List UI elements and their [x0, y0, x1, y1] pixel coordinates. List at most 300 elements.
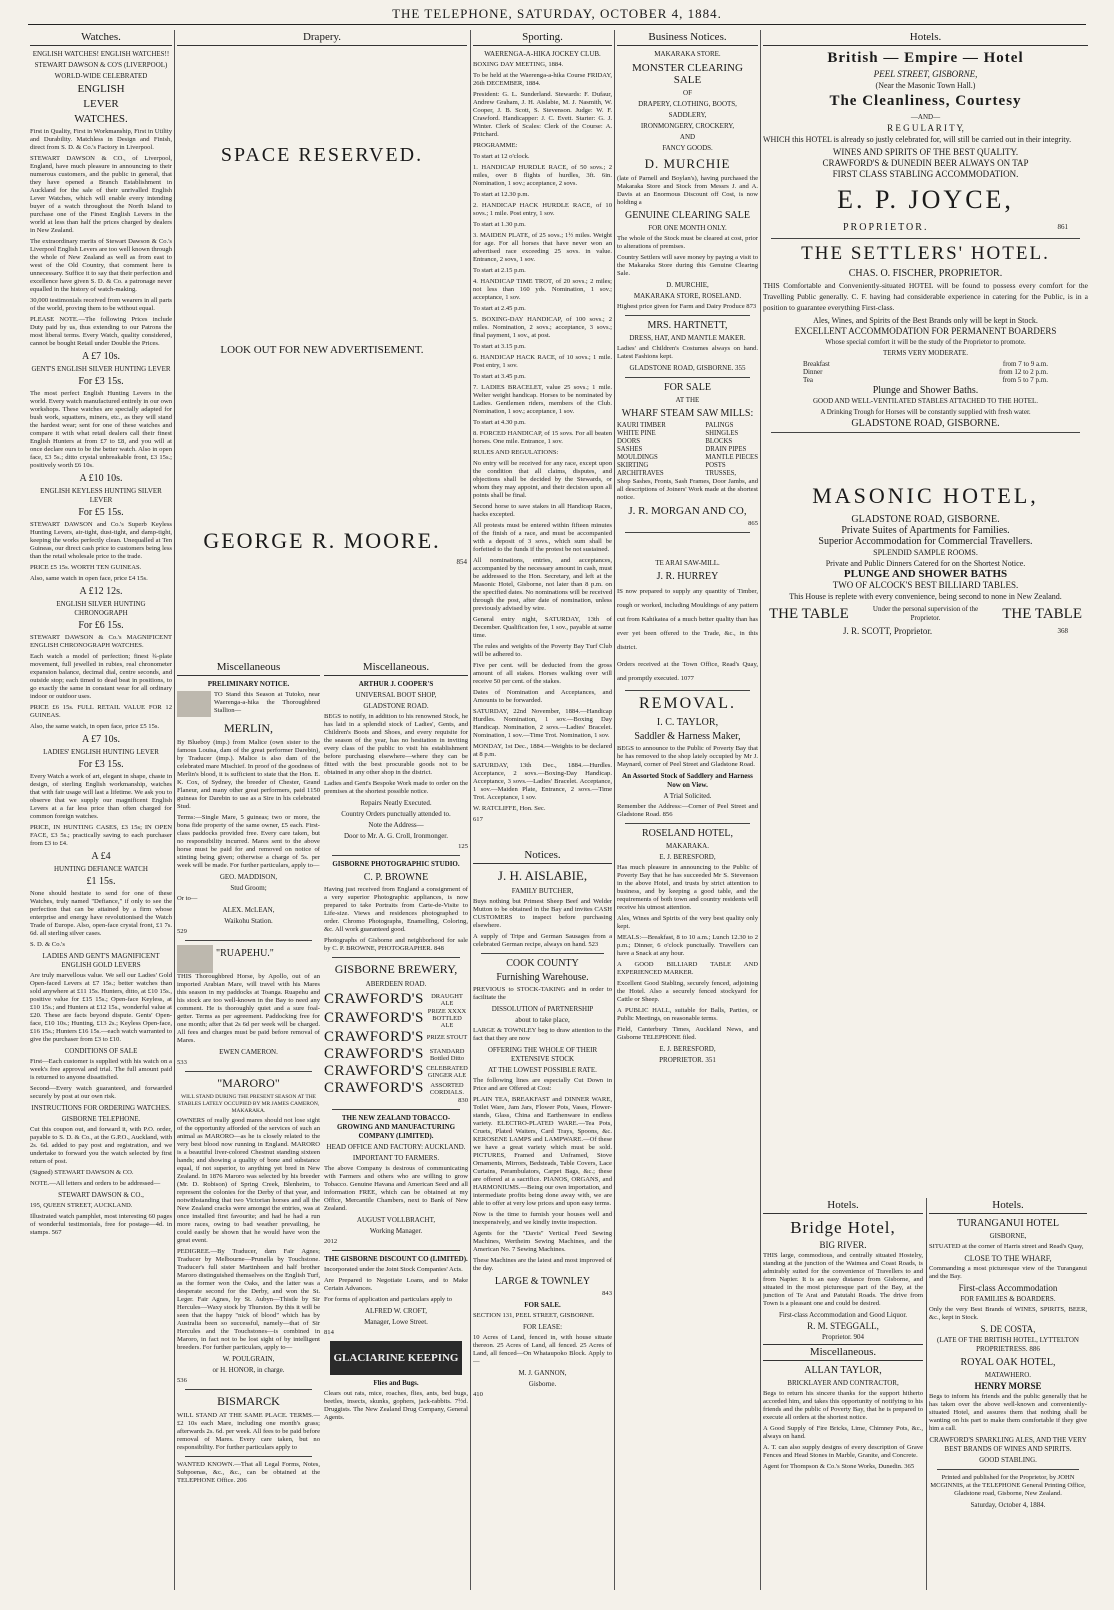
photo-studio: GISBORNE PHOTOGRAPHIC STUDIO. [332, 860, 460, 868]
croft: ALFRED W. CROFT, [364, 1307, 428, 1315]
good-stables: GOOD AND WELL-VENTILATED STABLES ATTACHED TO THE HOTEL. [812, 397, 1039, 405]
hotels-column [763, 30, 1088, 1195]
flies-title: Flies and Bugs. [373, 1379, 419, 1387]
watches-line: WORLD-WIDE CELEBRATED [54, 72, 148, 80]
aislabie-title: J. H. AISLABIE, [497, 868, 588, 883]
misc1-ref3: 536 [177, 1377, 187, 1384]
misc2-ref3: 2012 [324, 1238, 338, 1245]
aberdeen-road: ABERDEEN ROAD. [365, 980, 427, 988]
meal-row [803, 360, 1048, 368]
crawfords-product: ASSORTED CORDIALS. [429, 1081, 465, 1096]
maroro-pedigree: PEDIGREE.—By Traducer, dam Fair Agnes; Traducer by Melbourne—Prunella by Touchstone. Traducer's full sister Martinheen and half brother Maroro distinguished themselves on the English Turf, as the former won the Oaks, and the latter was a desperate second for the Derby, and won the St. Leger. Fair Agnes, by St. Aubyn—Thistle by Sir Hercules—Waxy stock by Thurston. By this it will be seen that the happy "nick of blood" which has by Australia been so successful, namely—that of Sir Hercules and the Touchstones—is combined in Maroro, in fact not to be lost sight of by intelligent breeders. For further particulars, apply to— [177, 1248, 320, 1351]
brewery-title: GISBORNE BREWERY, [334, 962, 458, 976]
sporting-line: The rules and weights of the Poverty Bay Turf Club will be adhered to. [473, 643, 612, 658]
sporting-line: 3. MAIDEN PLATE, of 25 sovs.; 1½ miles. Weight for age. For all horses that have never won an advertised race exceeding 25 sovs. in value. Entrance, 2 sovs, 1 sov. [473, 232, 612, 263]
timber-item: MOULDINGS [617, 454, 658, 461]
hotels2-column [763, 1198, 923, 1578]
excellent-accommodation: EXCELLENT ACCOMMODATION FOR PERMANENT BOARDERS [794, 326, 1057, 336]
discount-title: THE GISBORNE DISCOUNT CO (LIMITED). [324, 1255, 468, 1263]
separator [625, 377, 750, 378]
photo-text2: Photographs of Gisborne and neighborhood for sale by C. P. BROWNE, PHOTOGRAPHER. 848 [324, 937, 468, 952]
gannon: M. J. GANNON, [518, 1369, 567, 1377]
grave-fences: A. T. can also supply designs of every description of Grave Fences and Head Stones in Marble, Granite, and Concrete. [763, 1444, 923, 1459]
separator [185, 1389, 312, 1390]
matawhero: MATAWHERO. [984, 1371, 1032, 1379]
sporting-line: To start at 2.15 p.m. [473, 267, 526, 274]
joyce: E. P. JOYCE, [837, 185, 1014, 214]
commanding: Commanding a most picturesque view of the Turanganui and the Bay. [929, 1265, 1087, 1280]
separator [481, 953, 604, 954]
late-british: (LATE OF THE BRITISH HOTEL, LYTTELTON PROPRIETRESS. 886 [937, 1336, 1079, 1353]
sporting-line: RULES AND REGULATIONS: [473, 449, 559, 456]
separator [771, 432, 1080, 433]
timber-item: MANTLE PIECES [705, 454, 758, 461]
bridge-text: THIS large, commodious, and centrally situated Hostelry, standing at the junction of the Waimea and Coast Roads, is admirably suited for the convenience of Travellers to and from Napier. It is an easy distance from Gisborne, and situated in the most picturesque part of the Bay, at the junction of Te Arai and Patutahi Roads. The drive from Town is a pleasant one and could be desired. [763, 1252, 923, 1307]
crawfords-name: CRAWFORD'S [324, 1080, 424, 1096]
misc2-header: Miscellaneous. [324, 660, 468, 676]
situated: SITUATED at the corner of Harris street and Read's Quay, [929, 1243, 1084, 1250]
separator [625, 823, 750, 824]
bricklayer: BRICKLAYER AND CONTRACTOR, [787, 1379, 899, 1387]
sporting-line: To start at 1.30 p.m. [473, 221, 526, 228]
note-address: Note the Address— [368, 821, 424, 829]
genuine-clearing: GENUINE CLEARING SALE [625, 210, 750, 221]
whose-comfort: Whose special comfort it will be the study of the Proprietor to promote. [825, 338, 1026, 346]
vollbracht: AUGUST VOLLBRACHT, [356, 1216, 436, 1224]
watches-line: STEWART DAWSON & CO., of Liverpool, England, have much pleasure in announcing to their numerous customers, and the public in general, that they have opened a Branch Establishment in Auckland for the sale of their unrivalled English Lever Watches, which will enable every intending buyer of a watch throughout the North Island to purchase one of the Finest English Levers in the world at less than half the prices charged by dealers in New Zealand. [30, 155, 172, 234]
murchie-text: (late of Parnell and Boylan's), having purchased the Makaraka Store and Stock from Messrs J. and A. Davis at an Enormous Discount off Cost, is now holding a [617, 175, 758, 206]
wharf-mills: WHARF STEAM SAW MILLS: [621, 408, 754, 419]
sporting-column [473, 30, 612, 845]
sporting-body [473, 50, 612, 824]
watches-line: A £7 10s. [81, 351, 121, 362]
watches-column [30, 30, 172, 1600]
misc2-ref2: 830 [458, 1097, 468, 1104]
column-rule [174, 30, 175, 1590]
or-to: Or to— [177, 895, 198, 902]
watches-line: Also, same watch in open face, price £4 15s. [30, 575, 148, 582]
notices-ref2: 410 [473, 1391, 483, 1398]
crawfords-product: DRAUGHT ALE [431, 992, 463, 1007]
table-left: THE TABLE [769, 605, 849, 622]
timber-right [705, 422, 758, 478]
hartnett: MRS. HARTNETT, [647, 320, 728, 331]
timber-item: DOORS [617, 438, 641, 445]
large-townley-intro: LARGE & TOWNLEY beg to draw attention to the fact that they are now [473, 1027, 612, 1042]
hurrey: J. R. HURREY [656, 571, 719, 582]
ruapehu-title: "RUAPEHU." [216, 948, 274, 959]
sporting-line: To be held at the Waerenga-a-hika Course FRIDAY, 26th DECEMBER, 1884. [473, 72, 612, 87]
bridge-hotel: Bridge Hotel, [790, 1218, 896, 1237]
de-costa: S. DE COSTA, [980, 1324, 1036, 1334]
bismarck-title: BISMARCK [217, 1394, 280, 1408]
separator [185, 1456, 312, 1457]
photo-text: Having just received from England a consignment of a very superior Photographic appliances, is now prepared to take Portraits from Carte-de-Visite to Life-size. Views and residences photographed to order. Chromo Photographs, Enamelling, Coloring, &c. All work guaranteed good. [324, 886, 468, 933]
crawfords-row [324, 991, 468, 1008]
misc1-column [177, 660, 320, 1580]
print-date: Saturday, October 4, 1884. [970, 1501, 1046, 1509]
royal-oak: ROYAL OAK HOTEL, [960, 1357, 1056, 1368]
sporting-line: 8. FORCED HANDICAP, of 15 sovs. For all beaten horses. One mile. Entrance, 1 sov. [473, 430, 612, 445]
peel-street: PEEL STREET, GISBORNE, [873, 69, 978, 79]
goods-list [617, 100, 758, 153]
flies-text: Clears out rats, mice, roaches, flies, ants, bed bugs, beetles, insects, skunks, gophers, jack-rabbits. 7½d. Druggists. The New Zealand Drug Company, General Agents. [324, 1390, 468, 1421]
sporting-line: BOXING DAY MEETING, 1884. [473, 61, 564, 68]
good-stabling: GOOD STABLING. [979, 1456, 1037, 1464]
sporting-line: To start at 12 o'clock. [473, 153, 530, 160]
timber-item: WHITE PINE [617, 430, 656, 437]
table-right: THE TABLE [1002, 605, 1082, 622]
browne: C. P. BROWNE [363, 872, 429, 883]
watches-line: For £3 15s. [78, 376, 124, 387]
sporting-line: To start at 3.15 p.m. [473, 343, 526, 350]
watches-line: ENGLISH WATCHES! ENGLISH WATCHES!! [32, 50, 170, 58]
honors: or H. HONOR, in charge. [212, 1366, 285, 1374]
hotels3-header: Hotels. [929, 1198, 1087, 1214]
cooper-text2: Ladies and Gent's Bespoke Work made to order on the premises at the shortest possible notice. [324, 780, 468, 795]
timber-item: BLOCKS [705, 438, 733, 445]
saddler: Saddler & Harness Maker, [634, 731, 741, 742]
offering: OFFERING THE WHOLE OF THEIR EXTENSIVE STOCK [487, 1046, 598, 1063]
drapery-column [177, 30, 467, 645]
highest-price: Highest price given for Farm and Dairy Produce 873 [617, 303, 757, 310]
meal-time: from 5 to 7 p.m. [1002, 376, 1048, 384]
sporting-line: 2. HANDICAP HACK HURDLE RACE, of 10 sovs.; 1 mile. Post entry, 1 sov. [473, 202, 612, 217]
wanted-known: WANTED KNOWN.—That all Legal Forms, Notes, Subpoenas, &c., &c., can be obtained at the TELEPHONE Office. 206 [177, 1461, 320, 1484]
sporting-line: 617 [473, 816, 483, 823]
aislabie-text: Buys nothing but Primest Sheep Beef and Welder Mutton to be obtained in the Bay and invites CASH CUSTOMERS to inspect before purchasing elsewhere. [473, 898, 612, 929]
horse-illustration [177, 945, 213, 973]
scott: J. R. SCOTT, Proprietor. [843, 626, 933, 636]
crawfords-name: CRAWFORD'S [324, 1063, 424, 1079]
monster-sale: MONSTER CLEARING SALE [632, 62, 743, 86]
meal-row [803, 368, 1048, 376]
whole-stock: The whole of the Stock must be cleared at cost, prior to alterations of premises. [617, 235, 758, 250]
settlers-address: GLADSTONE ROAD, GISBORNE. [851, 418, 1000, 429]
watches-line: ENGLISH SILVER HUNTING CHRONOGRAPH [56, 600, 146, 617]
stud-groom: Stud Groom; [230, 884, 267, 892]
watches-line: S. D. & Co.'s [30, 941, 65, 948]
and-label: —AND— [910, 113, 941, 121]
crawfords-row [324, 1046, 468, 1063]
crawfords-name: CRAWFORD'S [324, 991, 424, 1007]
plunge-shower: PLUNGE AND SHOWER BATHS [843, 568, 1008, 580]
at-the: AT THE [675, 396, 700, 404]
notices-ref: 843 [602, 1290, 612, 1297]
drapery-header: Drapery. [177, 30, 467, 46]
watches-line: LADIES' ENGLISH HUNTING LEVER [43, 748, 159, 756]
makaraka-store: MAKARAKA STORE. [654, 50, 721, 58]
near-masonic: (Near the Masonic Town Hall.) [875, 81, 976, 90]
tobacco-text: The above Company is desirous of communicating with Farmers and others who are willing to grow Tobacco. Genuine Havana and American Seed and all information FREE, which can be obtained at my Office, Mercantile Chambers, next to Bank of New Zealand. [324, 1165, 468, 1212]
forms: For forms of application and particulars apply to [324, 1296, 452, 1303]
head-office: HEAD OFFICE AND FACTORY: AUCKLAND. [326, 1143, 466, 1151]
crawfords-product: STANDARD Bottled Ditto [429, 1047, 465, 1062]
now-furnish: Now is the time to furnish your houses well and inexpensively, and we kindly invite inspection. [473, 1211, 612, 1226]
column-rule [760, 30, 761, 1590]
sporting-line: All nominations, entries, and acceptances, accompanied by the necessary amount in cash, must be addressed to the Hon. Secretary, and left at the Masonic Hotel, Gisborne, not later than 8 p.m. on the specified dates. No nominations will be received through the post, after date of nomination, unless previously advised by wire. [473, 557, 612, 612]
section: SECTION 131, PEEL STREET, GISBORNE. [473, 1312, 595, 1319]
watches-body [30, 50, 172, 1237]
working-manager: Working Manager. [369, 1227, 423, 1235]
country-orders: Country Orders punctually attended to. [341, 810, 451, 818]
gannon-gisborne: Gisborne. [528, 1380, 557, 1388]
goods-item: SADDLERY, [668, 111, 707, 119]
watches-line: Also, the same watch, in open face, price £5 15s. [30, 723, 160, 730]
sporting-line: Dates of Nomination and Acceptances, and Amounts to be forwarded. [473, 689, 612, 704]
watches-line: NOTE.—All letters and orders to be addressed— [30, 1180, 161, 1187]
misc-header: Miscellaneous. [763, 1344, 923, 1361]
allan-text: Begs to return his sincere thanks for the support hitherto accorded him, and takes this opportunity of notifying to his friends and the public of Poverty Bay, that he is prepared to execute all orders at the shortest notice. [763, 1390, 923, 1421]
timber-item: ARCHITRAVES [617, 470, 664, 477]
mclean: ALEX. McLEAN, [222, 906, 275, 914]
first-class-liquor: First-class Accommodation and Good Liquor. [778, 1311, 908, 1319]
merlin-title: MERLIN, [224, 721, 273, 735]
watches-line: STEWART DAWSON & Co.'s MAGNIFICENT ENGLISH CHRONOGRAPH WATCHES. [30, 634, 172, 649]
lowe-street: Manager, Lowe Street. [364, 1318, 428, 1326]
turanganui: TURANGANUI HOTEL [957, 1218, 1059, 1229]
hartnett-address: GLADSTONE ROAD, GISBORNE. 355 [629, 364, 746, 372]
sporting-line: General entry night, SATURDAY, 13th of December. Qualification fee, 1 sov., payable at same time. [473, 616, 612, 639]
sample-rooms: SPLENDID SAMPLE ROOMS. [873, 548, 978, 557]
watches-line: HUNTING DEFIANCE WATCH [54, 865, 148, 873]
remember-address: Remember the Address:—Corner of Peel Street and Gladstone Road. 856 [617, 803, 758, 818]
sporting-line: SATURDAY, 22nd November, 1884.—Handicap Hurdles. Nomination, 1 sov.—Boxing Day Handicap. Nomination, 2 sovs.—Ladies' Bracelet. Nomination, 1 sov.—Time Trot. Nomination, 1 sov. [473, 708, 612, 739]
misc1-ref1: 529 [177, 928, 187, 935]
private-suites: Private Suites of Apartments for Families. [841, 525, 1010, 536]
proprietor: PROPRIETOR. 351 [659, 1056, 716, 1064]
separator [332, 855, 460, 856]
for-lease: FOR LEASE: [522, 1323, 563, 1331]
sporting-line: All protests must be entered within fifteen minutes of the finish of a race, and must be accompanied with a deposit of 3 sovs., which sum shall be forfeited to the funds if the protest be not sustained. [473, 522, 612, 553]
watches-line: CONDITIONS OF SALE [64, 1047, 138, 1055]
ruapehu-text: THIS Thoroughbred Horse, by Apollo, out of an imported Arabian Mare, will travel with his Mares this season in my paddocks at Toanga. Ruapehu and his stock are too well-known in the Bay to need any comment. He is thoroughly quiet and a sure foal-getter. Terms as per agreement. Paddocking free for one month; after that 2s 6d per week will be charged. All fees and charges must be paid before removal of Mares. [177, 973, 320, 1044]
timber-item: PALINGS [705, 422, 734, 429]
hurrey-text: IS now prepared to supply any quantity of Timber, rough or worked, including Mouldings of any pattern cut from Kahikatea of a much better quality than has ever yet been offered to the Trade, &c., in this district. [617, 588, 758, 651]
ewen-cameron: EWEN CAMERON. [219, 1048, 278, 1056]
country-settlers: Country Settlers will save money by paying a visit to the Makaraka Store during this Genuine Clearing Sale. [617, 254, 758, 277]
watches-line: 195, QUEEN STREET, AUCKLAND. [30, 1202, 133, 1209]
crawfords-product: PRIZE STOUT [426, 1034, 468, 1041]
misc1-header: Miscellaneous [177, 660, 320, 676]
sporting-line: SATURDAY, 13th Dec., 1884.—Hurdles. Acceptance, 2 sovs.—Boxing-Day Handicap. Acceptance, 3 sovs.—Ladies' Bracelet. Acceptance, 1 sov.—Maiden Plate, Entrance, 2 sovs.—Time Trot. Acceptance, 1 sov. [473, 762, 612, 801]
family-butcher: FAMILY BUTCHER, [511, 887, 574, 895]
watches-line: Illustrated watch pamphlet, most interesting 60 pages of wonderful testimonials, free for postage—4d. in stamps. 567 [30, 1213, 172, 1236]
fischer: CHAS. O. FISCHER, PROPRIETOR. [848, 268, 1003, 279]
watches-line: INSTRUCTIONS FOR ORDERING WATCHES. [31, 1104, 171, 1112]
sporting-line: To start at 2.45 p.m. [473, 305, 526, 312]
trial: A Trial Solicited. [663, 792, 712, 800]
bismarck-text: WILL STAND AT THE SAME PLACE. TERMS.—£2 10s each Mare, including one month's grass; afterwards 2s. 6d. per week. All fees to be paid before removal of Mares. Every care taken, but no responsibility. For further particulars apply to [177, 1412, 320, 1451]
close-wharf: CLOSE TO THE WHARF, [964, 1254, 1052, 1263]
meal-row [803, 376, 1048, 384]
incorporated: Incorporated under the Joint Stock Companies' Acts. [324, 1266, 463, 1273]
sporting-line: No entry will be received for any race, except upon the condition that all claims, disputes, and objections shall be decided by the Stewards, or whom they may appoint, and their decision upon all points shall be final. [473, 460, 612, 499]
one-month: FOR ONE MONTH ONLY. [648, 224, 727, 232]
negotiate: Are Prepared to Negotiate Loans, and to Make Certain Advances. [324, 1277, 468, 1292]
look-out-notice: LOOK OUT FOR NEW ADVERTISEMENT. [220, 344, 424, 356]
sporting-line: 5. BOXING-DAY HANDICAP, of 100 sovs.; 2 miles. Nomination, 2 sovs.; acceptance, 3 sovs.; final payment, 1 sov., at post. [473, 316, 612, 339]
timber-item: SKIRTING [617, 462, 649, 469]
cooper-text: BEGS to notify, in addition to his renowned Stock, he has laid in a splendid stock of Ladies', Gents, and Children's Boots and Shoes, and every requisite for the season of the year, has no hesitation in inviting every class of the public to visit his establishment before purchasing elsewhere—where they can be fitted with the best procurable goods not to be obtained in any other shop in the district. [324, 713, 468, 776]
beresford-text: Has much pleasure in announcing to the Public of Poverty Bay that he has succeeded Mr S. Stevenson in the above Hotel, and trusts by strict attention to business, and by keeping a good table, and the requirements of both town and country residents will receive his utmost attention. [617, 864, 758, 911]
furnishing-warehouse: Furnishing Warehouse. [496, 972, 589, 983]
terms-moderate: TERMS VERY MODERATE. [883, 349, 968, 357]
lowest-rate: AT THE LOWEST POSSIBLE RATE. [488, 1066, 597, 1074]
commercial-travellers: Superior Accommodation for Commercial Travellers. [818, 536, 1033, 547]
hotels2-header: Hotels. [763, 1198, 923, 1214]
watches-line: £1 15s. [86, 876, 116, 887]
watches-line: PRICE, IN HUNTING CASES, £3 15s; IN OPEN FACE, £3 5s.; practically saving to each purchaser from £3 to £4. [30, 824, 172, 847]
crawfords-row [324, 1080, 468, 1097]
replete: This House is replete with every convenience, being second to none in New Zealand. [789, 592, 1062, 601]
scott-ref: 368 [1057, 627, 1068, 635]
watches-line: A £7 10s. [81, 734, 121, 745]
taylor: I. C. TAYLOR, [656, 717, 719, 728]
timber-item: SASHES [617, 446, 643, 453]
watches-line: For £6 15s. [78, 620, 124, 631]
first-class-stabling: FIRST CLASS STABLING ACCOMMODATION. [832, 169, 1019, 179]
allan-taylor: ALLAN TAYLOR, [804, 1365, 882, 1376]
big-river: BIG RIVER. [819, 1240, 867, 1250]
sporting-line: W. RATCLIFFE, Hon. Sec. [473, 805, 546, 812]
for-sale: FOR SALE [664, 382, 711, 393]
meals: MEALS:—Breakfast, 8 to 10 a.m.; Lunch 12.30 to 2 p.m.; Dinner, 6 o'clock punctually. Travellers can have a Snack at any hour. [617, 934, 758, 957]
timber-item: SHINGLES [705, 430, 739, 437]
separator [771, 238, 1080, 239]
taylor-text: BEGS to announce to the Public of Poverty Bay that he has removed to the shop lately occupied by Mr J. Maynard, corner of Peel Street and Gladstone Road. [617, 745, 758, 768]
separator [185, 940, 312, 941]
watches-line: GENT'S ENGLISH SILVER HUNTING LEVER [31, 365, 171, 373]
steggall-prop: Proprietor. 904 [822, 1333, 864, 1341]
repairs: Repairs Neatly Executed. [360, 799, 432, 807]
watches-line: First—Each customer is supplied with his watch on a week's free approval and trial. The full amount paid is returned to anyone dissatisfied. [30, 1058, 172, 1081]
separator [332, 1109, 460, 1110]
watches-line: Every Watch a work of art, elegant in shape, chaste in design, of sterling English workmanship, watches that with fair usage will last a lifetime. We ask you to observe that we supply our magnificent English Levers at a far less price than often charged for common foreign watches. [30, 773, 172, 820]
crawfords-name: CRAWFORD'S [324, 1046, 424, 1062]
crawfords-list [324, 991, 468, 1097]
watches-line: The most perfect English Hunting Levers in the world. Every watch manufactured entirely in our own workshops. These watches are specially adapted for bush work, squatters, miners, etc., as they will stand the hardest wear; sent for one of these watches and compare it with what retail dealers call their finest English Hunters at from £7 to £8, and you will at once declare ours to be the better watch. Also in open face, £3 5s.; ditto crystal unbreakable front, £3 15s.; positively worth £6 10s. [30, 390, 172, 469]
drapery-ref: 854 [456, 558, 467, 566]
watches-line: STEWART DAWSON & CO'S (LIVERPOOL) [34, 61, 168, 69]
joyce-ref: 861 [1057, 223, 1068, 231]
masonic-address: GLADSTONE ROAD, GISBORNE. [851, 514, 1000, 525]
separator [625, 532, 750, 533]
sewing-agents: Agents for the "Davis" Vertical Feed Sewing Machines, Wertheim Sewing Machines, and the American No. 7 Sewing Machines. [473, 1230, 612, 1253]
watches-line: A £4 [91, 851, 111, 862]
watches-line: Are truly marvellous value. We sell our Ladies' Gold Open-faced Levers at £7 15s.; better watches than sold anywhere at £11 15s. Hunters, ditto, at £10 15s., positive value for £15 15s.; Open-face Keyless, at £10 15s.; and Hunters at £12 15s., wonderful value at £20. These are facts beyond dispute. Gents' Open-face, £10 10s.; Hunting, £13 2s.; Keyless Open-face, £16 15s.; Hunters £16 15s.—each watch warranted to give the purchaser from £3 to £10. [30, 972, 172, 1043]
henry-morse: HENRY MORSE [974, 1381, 1042, 1391]
separator [185, 1071, 312, 1072]
joyce-footer [763, 221, 1088, 234]
timber-item: DRAIN PIPES [705, 446, 747, 453]
which-hotel: WHICH this HOTEL is already so justly celebrated for, will still be carried out in their integrity. [763, 135, 1072, 144]
hotels3-column [929, 1198, 1087, 1578]
shop-sashes: Shop Sashes, Fronts, Sash Frames, Door Jambs, and all descriptions of Joiners' Work made at the shortest notice. [617, 478, 758, 501]
watches-line: WATCHES. [74, 113, 128, 125]
field-filed: Field, Canterbury Times, Auckland News, and Gisborne TELEPHONE filed. [617, 1026, 758, 1041]
maddison: GEO. MADDISON, [219, 873, 278, 881]
misc2-ref4: 814 [324, 1329, 334, 1336]
notices-header: Notices. [473, 848, 612, 864]
sporting-line: PROGRAMME: [473, 142, 518, 149]
beresford-sign: E. J. BERESFORD, [659, 1045, 716, 1053]
watches-line: STEWART DAWSON & CO., [58, 1191, 144, 1199]
about: about to take place, [515, 1016, 570, 1024]
table-mid: Under the personal supervision of the Proprietor. [872, 605, 979, 622]
column-rule [470, 30, 471, 1590]
watches-line: 30,000 testimonials received from wearers in all parts of the world, proving them to be without equal. [30, 297, 172, 312]
sporting-line: To start at 12.30 p.m. [473, 191, 530, 198]
makaraka-roseland: MAKARAKA STORE, ROSELAND. [633, 292, 742, 300]
morgan-ref: 865 [748, 520, 758, 527]
beresford: E. J. BERESFORD, [659, 853, 716, 861]
the-table-row [763, 603, 1088, 625]
sporting-line: President: G. L. Sunderland. Stewards: F. Dufaur, Andrew Graham, J. H. Aislabie, M. J. Nasmith, W. Cooper, J. B. Scott, S. Stevenson. Judge: W. F. Crawford. Handicapper: J. C. Evett. Starter: G. J. Winter. Clerk of Scales: Clerk of the Course: A. Pritchard. [473, 91, 612, 138]
items-list: PLAIN TEA, BREAKFAST and DINNER WARE, Toilet Ware, Jam Jars, Flower Pots, Vases, Flower-stands, Glass, China and Earthenware in endless variety. ELECTRO-PLATED WARE.—Tea Pots, Cruets, Plated Waiters, Card Trays, Spoons, &c. KEROSENE LAMPS and LAMPWARE.—Of these we have a great variety which must be sold. PICTURES, Framed and Unframed, Stove Ornaments, Mirrors, Bedsteads, Table Covers, Lace Curtains, Perambulators, Carpet Bags, &c.; these are offered at a sacrifice. PIANOS, ORGANS, and HARMONIUMS.—Being our own importation, and intermediate profits being done away with, we are able to offer at very low prices and upon easy terms. [473, 1096, 612, 1207]
large-townley: LARGE & TOWNLEY [494, 1276, 591, 1287]
crawford-beer: CRAWFORD'S & DUNEDIN BEER ALWAYS ON TAP [822, 158, 1029, 168]
tripe-text: A supply of Tripe and German Sausages from a celebrated German recipe, always on hand. 523 [473, 933, 612, 948]
watches-line: ENGLISH [77, 83, 125, 95]
cooper-address: GLADSTONE ROAD. [363, 702, 429, 710]
important-farmers: IMPORTANT TO FARMERS. [352, 1154, 440, 1162]
private-dinners: Private and Public Dinners Catered for on the Shortest Notice. [825, 559, 1026, 568]
crawfords-row [324, 1029, 468, 1046]
misc2-ref1: 125 [458, 843, 468, 850]
hartnett-text: Ladies' and Children's Costumes always on hand. Latest Fashions kept. [617, 345, 758, 360]
watches-line: ENGLISH KEYLESS HUNTING SILVER LEVER [40, 487, 162, 504]
wines-spirits: WINES AND SPIRITS OF THE BEST QUALITY. [832, 147, 1019, 157]
roseland-hotel: ROSELAND HOTEL, [641, 828, 734, 839]
scott-footer [763, 625, 1088, 638]
meal-name: Tea [803, 376, 814, 384]
business-header: Business Notices. [617, 30, 758, 46]
separator [625, 690, 750, 691]
notices-column [473, 848, 612, 1583]
watches-header: Watches. [30, 30, 172, 46]
sporting-line: To start at 4.30 p.m. [473, 419, 526, 426]
murchie-sign: D. MURCHIE, [666, 281, 709, 289]
orders-town: Orders received at the Town Office, Read's Quay, and promptly executed. 1077 [617, 661, 758, 682]
te-arai: TE ARAI SAW-MILL. [655, 559, 720, 567]
goods-item: FANCY GOODS. [662, 144, 713, 152]
watches-line: For £5 15s. [78, 507, 124, 518]
george-moore: GEORGE R. MOORE. [203, 528, 441, 553]
plunge-baths: Plunge and Shower Baths. [872, 385, 979, 396]
crawfords-row [324, 1008, 468, 1029]
cleanliness: The Cleanliness, Courtesy [829, 93, 1022, 109]
ales: Ales, Wines and Spirits of the very best quality only kept. [617, 915, 758, 930]
crawfords-name: CRAWFORD'S [324, 1010, 424, 1026]
merlin-intro: TO Stand this Season at Tutoko, near Waerenga-a-hika the Thoroughbred Stallion— [214, 691, 320, 714]
watches-line: STEWART DAWSON and Co.'s Superb Keyless Hunting Levers, air-tight, dust-tight, and damp-tight, keeping the works perfectly clean. Unequalled at Ten Guineas, our direct cash price to customers being less than the retail wholesale price to the trade. [30, 521, 172, 560]
door-croll: Door to Mr. A. G. Croll, Ironmonger. [343, 832, 449, 840]
watches-line: GISBORNE TELEPHONE. [61, 1115, 141, 1123]
separator [937, 1469, 1079, 1470]
hartnett-sub: DRESS, HAT, AND MANTLE MAKER. [629, 334, 746, 342]
watches-line: A £10 10s. [79, 473, 123, 484]
sporting-header: Sporting. [473, 30, 612, 46]
british-empire: British — Empire — Hotel [827, 50, 1024, 66]
glaciarine-logo: GLACIARINE KEEPING [330, 1341, 462, 1375]
space-reserved: SPACE RESERVED. [220, 144, 424, 166]
watches-line: PLEASE NOTE.—The following Prices include Duty paid by us, thus extending to our Patrons the most liberal terms. Every Watch, quality considered, cannot be bought Retail under Double the Prices. [30, 316, 172, 347]
watches-line: First in Quality, First in Workmanship, First in Utility and Durability. Matchless in Design and Finish, direct from S. D. & Co.'s Factory in Liverpool. [30, 128, 172, 151]
crawfords-name: CRAWFORD'S [324, 1029, 424, 1045]
cooper-title: ARTHUR J. COOPER'S [358, 680, 434, 688]
meal-name: Breakfast [803, 360, 830, 368]
